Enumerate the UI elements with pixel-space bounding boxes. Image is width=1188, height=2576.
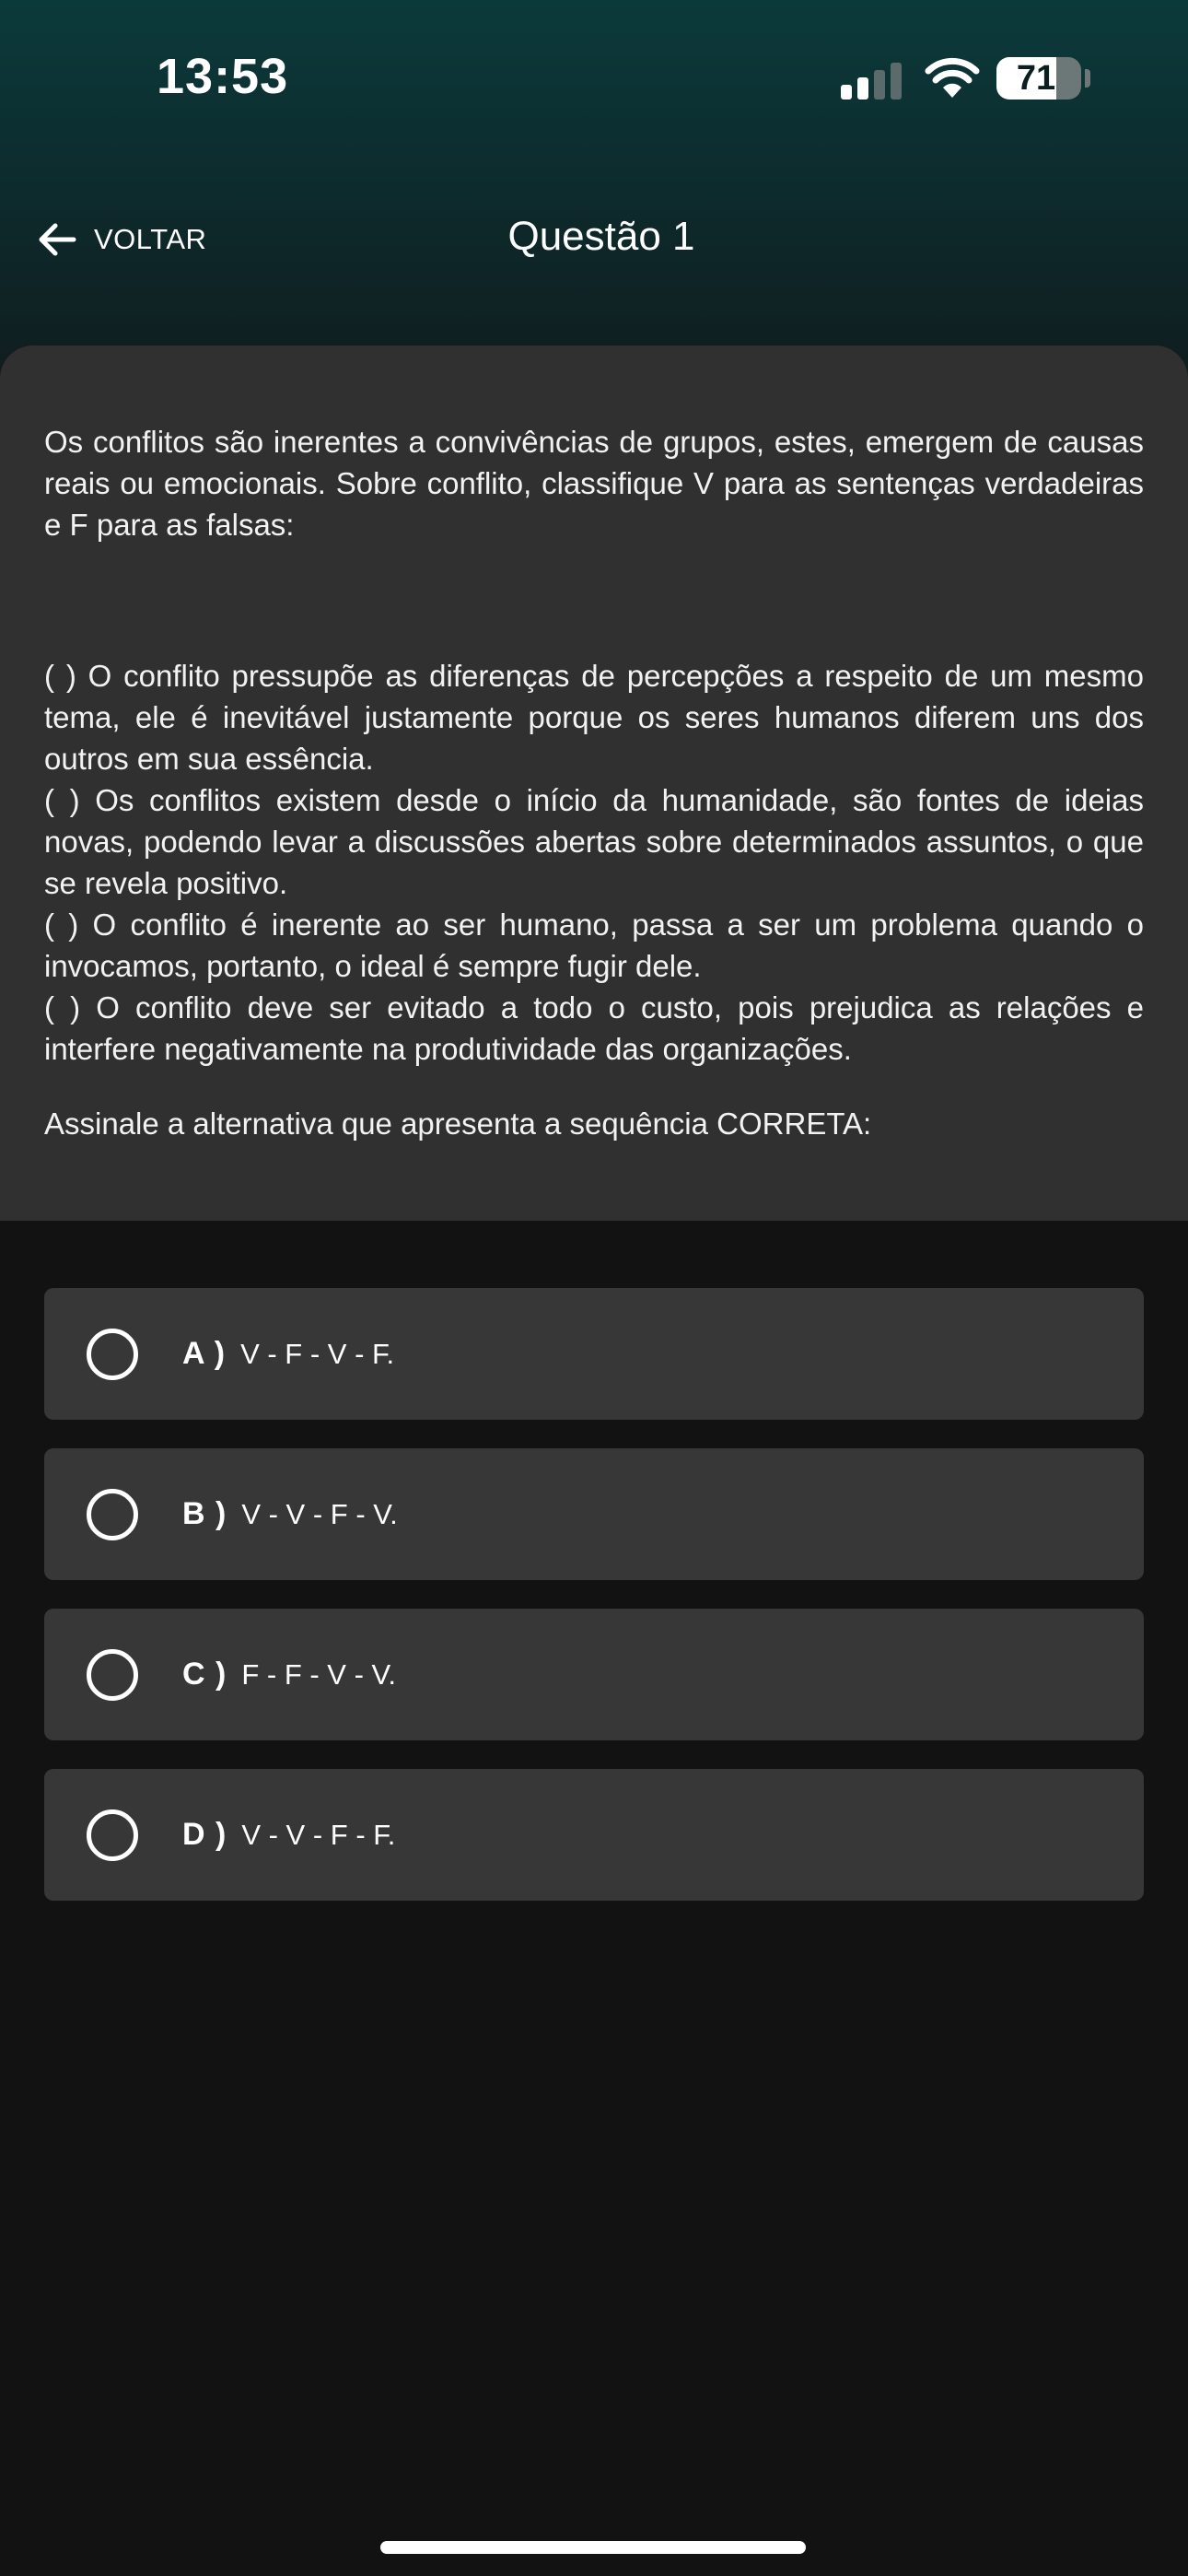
wifi-icon: [925, 57, 980, 100]
statement-3: ( ) O conflito é inerente ao ser humano, passa a ser um problema quando o invocamos, portanto, o ideal é sempre fugir dele.: [44, 907, 1144, 983]
option-letter: D ): [182, 1817, 227, 1852]
statement-2: ( ) Os conflitos existem desde o início da humanidade, são fontes de ideias novas, podendo levar a discussões abertas sobre determinados assuntos, o que se revela positivo.: [44, 783, 1144, 900]
question-intro: Os conflitos são inerentes a convivências de grupos, estes, emergem de causas reais ou emocionais. Sobre conflito, classifique V para as sentenças verdadeiras e F para as falsas:: [44, 425, 1144, 542]
option-letter: A ): [182, 1336, 227, 1371]
status-time: 13:53: [157, 49, 289, 104]
question-card: [0, 345, 1188, 1221]
option-b[interactable]: [44, 1448, 1144, 1580]
option-letter: C ): [182, 1657, 227, 1692]
option-letter: B ): [182, 1496, 227, 1531]
battery-cap: [1085, 69, 1090, 88]
statement-list: [44, 655, 1144, 1070]
statement-1: ( ) O conflito pressupõe as diferenças de percepções a respeito de um mesmo tema, ele é inevitável justamente porque os seres humanos diferem uns dos outros em sua essência.: [44, 659, 1144, 776]
battery-percentage: 71: [1016, 59, 1056, 98]
statement-4: ( ) O conflito deve ser evitado a todo o custo, pois prejudica as relações e interfere negativamente na produtividade das organizações.: [44, 990, 1144, 1066]
option-text: V - V - F - F.: [241, 1818, 396, 1851]
option-text: V - V - F - V.: [241, 1497, 398, 1530]
page-title: Questão 1: [507, 214, 695, 259]
radio-unselected-icon[interactable]: [87, 1329, 138, 1380]
back-label: VOLTAR: [94, 223, 207, 255]
cellular-signal-icon: [841, 61, 903, 100]
radio-unselected-icon[interactable]: [87, 1809, 138, 1861]
option-a[interactable]: [44, 1288, 1144, 1420]
option-c[interactable]: [44, 1609, 1144, 1740]
option-d[interactable]: [44, 1769, 1144, 1901]
radio-unselected-icon[interactable]: [87, 1649, 138, 1701]
radio-unselected-icon[interactable]: [87, 1489, 138, 1540]
battery-icon: [996, 57, 1081, 100]
option-text: F - F - V - V.: [241, 1657, 396, 1691]
home-indicator[interactable]: [380, 2541, 806, 2554]
option-text: V - F - V - F.: [240, 1337, 395, 1370]
question-instruction: Assinale a alternativa que apresenta a sequência CORRETA:: [44, 1107, 872, 1141]
header: [0, 0, 1188, 387]
